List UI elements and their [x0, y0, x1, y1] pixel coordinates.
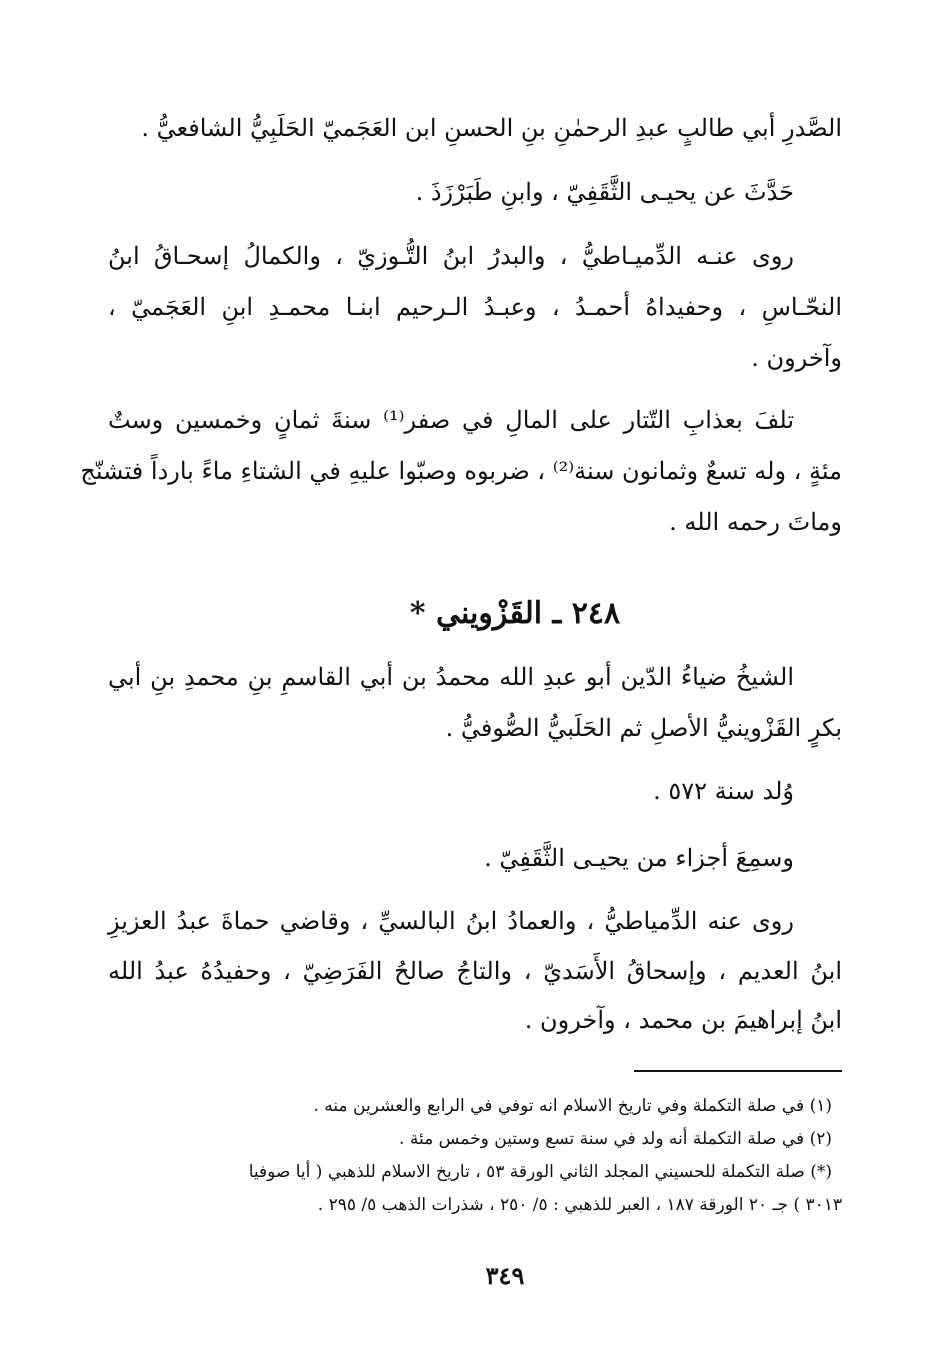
text-line: وُلد سنة ٥٧٢ .	[653, 777, 794, 805]
entry-heading: ٢٤٨ ـ القَزْويني *	[409, 596, 621, 631]
text-line: بكرٍ القَزْوينيُّ الأصلِ ثم الحَلَبيُّ الصُّوفيُّ .	[445, 714, 842, 742]
footnote: (١) في صلة التكملة وفي تاريخ الاسلام انه توفي في الرابع والعشرين منه .	[313, 1096, 832, 1116]
footnote-separator	[634, 1070, 842, 1072]
page-number: ٣٤٩	[485, 1261, 525, 1290]
text-line: روى عنه الدِّمياطيُّ ، والعمادُ ابنُ البالسيِّ ، وقاضي حماةَ عبدُ العزيزِ	[108, 907, 794, 935]
text-line: حَدَّثَ عن يحيـى الثَّقَفِيّ ، وابنِ طَبَرْزَذَ .	[415, 178, 794, 206]
text-line: تلفَ بعذابِ التّتار على المالِ في صفر⁽¹⁾ سنةَ ثمانٍ وخمسين وستٌ	[108, 406, 795, 434]
footnote: ٣٠١٣ ) جـ ٢٠ الورقة ١٨٧ ، العبر للذهبي : ٥/ ٢٥٠ ، شذرات الذهب ٥/ ٢٩٥ .	[317, 1195, 842, 1215]
text-line: مئةٍ ، وله تسعٌ وثمانون سنة⁽²⁾ ، ضربوه وصبّوا عليهِ في الشتاءِ ماءً بارداً فتشنّج	[80, 457, 842, 485]
text-line: وسمِعَ أجزاء من يحيـى الثَّقَفِيّ .	[484, 844, 794, 872]
text-line: وماتَ رحمه الله .	[669, 508, 842, 536]
footnote: (٢) في صلة التكملة أنه ولد في سنة تسع وستين وخمس مئة .	[399, 1129, 832, 1149]
text-line: النحّـاسِ ، وحفيداهُ أحمـدُ ، وعبـدُ الـرحيم ابنـا محمـدِ ابنِ العَجَميّ ،	[108, 293, 842, 321]
footnote: (*) صلة التكملة للحسيني المجلد الثاني الورقة ٥٣ ، تاريخ الاسلام للذهبي ( أيا صوفيا	[248, 1162, 832, 1182]
text-line: ابنُ إبراهيمَ بن محمد ، وآخرون .	[524, 1006, 842, 1034]
text-line: الصَّدرِ أبي طالبٍ عبدِ الرحمٰنِ بنِ الحسنِ ابن العَجَميّ الحَلَبِيُّ الشافعيُّ .	[141, 114, 842, 142]
text-line: الشيخُ ضياءُ الدّين أبو عبدِ الله محمدُ بن أبي القاسمِ بنِ محمدِ بنِ أبي	[108, 663, 795, 691]
text-line: روى عنـه الدِّميـاطيُّ ، والبدرُ ابنُ التُّـوزيّ ، والكمالُ إسحـاقُ ابنُ	[108, 242, 794, 270]
text-line: ابنُ العديم ، وإسحاقُ الأَسَديّ ، والتاجُ صالحُ الفَرَضِيّ ، وحفيدُهُ عبدُ الله	[108, 957, 842, 985]
text-line: وآخرون .	[751, 344, 842, 372]
